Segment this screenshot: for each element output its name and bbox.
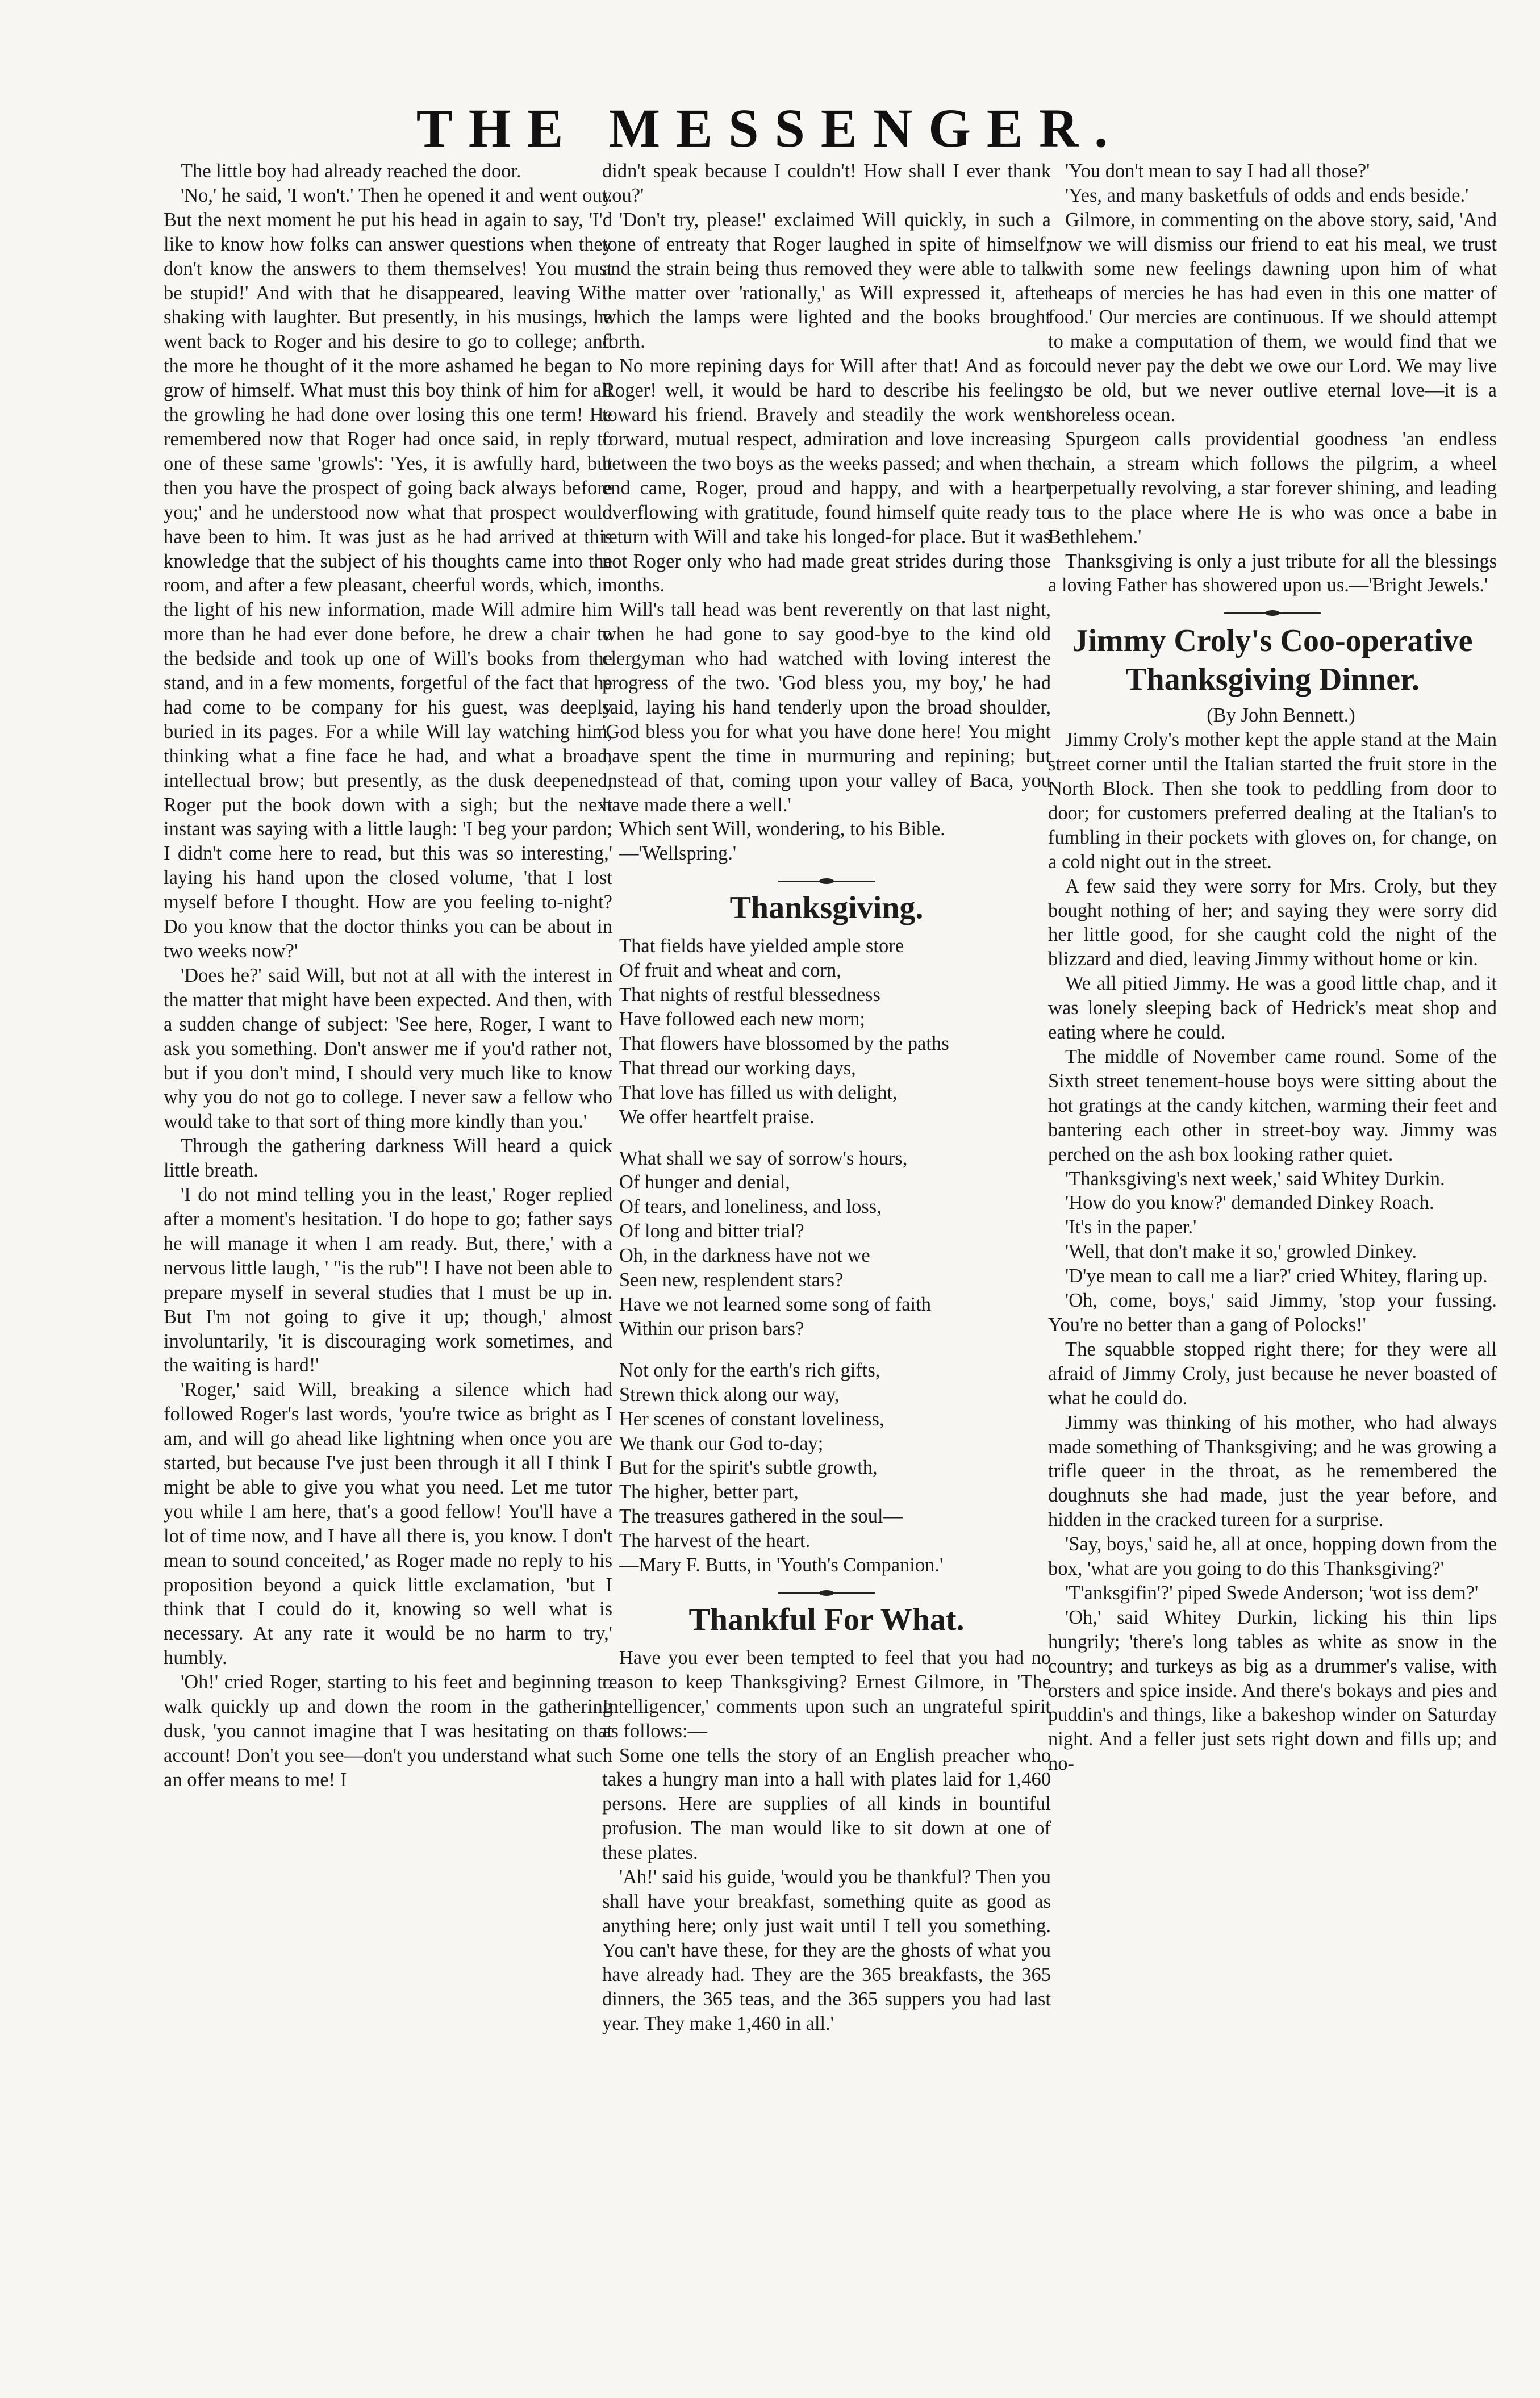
- paragraph: 'Does he?' said Will, but not at all with the interest in the matter that might have been expected. And then, with a sudden change of subject: 'See here, Roger, I want to ask you something. Don't answer me if you'd rather not, but if you don't mind, I should very much like to know why you do not go to college. I never saw a fellow who would take to that sort of thing more kindly than you.': [164, 964, 612, 1133]
- paragraph: 'How do you know?' demanded Dinkey Roach.: [1065, 1192, 1434, 1214]
- poem-line: Strewn thick along our way,: [619, 1383, 840, 1406]
- article-title-thanksgiving: Thanksgiving.: [729, 890, 924, 926]
- paragraph: 'You don't mean to say I had all those?': [1065, 160, 1370, 182]
- paragraph: 'Well, that don't make it so,' growled Dinkey.: [1065, 1241, 1417, 1263]
- paragraph: The little boy had already reached the door.: [181, 160, 521, 182]
- article-title-thankful: Thankful For What.: [688, 1602, 965, 1637]
- poem-line: That fields have yielded ample store: [619, 935, 904, 957]
- poem-line: We offer heartfelt praise.: [619, 1106, 815, 1128]
- paragraph: The squabble stopped right there; for they were all afraid of Jimmy Croly, just because he never boasted of what he could do.: [1048, 1338, 1497, 1409]
- poem-line: Of long and bitter trial?: [619, 1220, 804, 1242]
- paragraph: 'T'anksgifin'?' piped Swede Anderson; 'wot iss dem?': [1065, 1582, 1479, 1604]
- paragraph: Jimmy was thinking of his mother, who had always made something of Thanksgiving; and he was growing a trifle queer in the throat, as he remembered the doughnuts she had made, just the year before, and hidden in the cracked tureen for a surprise.: [1048, 1411, 1497, 1531]
- ornament-divider: [1224, 610, 1321, 616]
- paragraph: Have you ever been tempted to feel that you had no reason to keep Thanksgiving? Ernest Gilmore, in 'The Intelligencer,' comments upon such an ungrateful spirit as follows:—: [602, 1646, 1051, 1742]
- article-title-jimmy: Jimmy Croly's Coo-operative Thanksgiving Dinner.: [1072, 623, 1473, 698]
- poem-line: Seen new, resplendent stars?: [619, 1269, 844, 1291]
- paragraph: 'Oh,' said Whitey Durkin, licking his thin lips hungrily; 'there's long tables as white as snow in the country; and turkeys as big as a drummer's valise, with orsters and spice inside. And there's bokays and pies and puddin's and things, like a bakeshop winder on Saturday night. And a feller just sets right down and fills up; and no-: [1048, 1606, 1497, 1775]
- poem-line: The treasures gathered in the soul—: [619, 1505, 903, 1528]
- ornament-divider: [778, 878, 875, 884]
- poem-line: That flowers have blossomed by the paths: [619, 1032, 949, 1054]
- poem-line: Within our prison bars?: [619, 1317, 804, 1340]
- paragraph: Jimmy Croly's mother kept the apple stand at the Main street corner until the Italian started the fruit store in the North Block. Then she took to peddling from door to door; for customers preferred dealing at the Italian's to fumbling in their pockets with gloves on, for change, on a cold night out in the street.: [1048, 729, 1497, 873]
- paragraph: Through the gathering darkness Will heard a quick little breath.: [164, 1135, 612, 1182]
- poem-line: That thread our working days,: [619, 1057, 856, 1079]
- paragraph: 'Ah!' said his guide, 'would you be thankful? Then you shall have your breakfast, something quite as good as anything here; only just wait until I tell you something. You can't have these, for they are the ghosts of what you have already had. They are the 365 breakfasts, the 365 dinners, the 365 teas, and the 365 suppers you had last year. They make 1,460 in all.': [602, 1866, 1051, 2034]
- paragraph: 'Oh!' cried Roger, starting to his feet and beginning to walk quickly up and down the room in the gathering dusk, 'you cannot imagine that I was hesitating on that account! Don't you see—don't you understand what such an offer means to me! I: [164, 1671, 612, 1791]
- paragraph: Some one tells the story of an English preacher who takes a hungry man into a hall with plates laid for 1,460 persons. Here are supplies of all kinds in bountiful profusion. The man would like to sit down at one of these plates.: [602, 1744, 1051, 1864]
- poem-line: Oh, in the darkness have not we: [619, 1245, 870, 1267]
- poem-line: Of fruit and wheat and corn,: [619, 960, 841, 982]
- poem-line: We thank our God to-day;: [619, 1432, 824, 1454]
- paragraph: 'Say, boys,' said he, all at once, hopping down from the box, 'what are you going to do this Thanksgiving?': [1048, 1533, 1497, 1580]
- poem-line: But for the spirit's subtle growth,: [619, 1457, 878, 1479]
- paragraph: Gilmore, in commenting on the above story, said, 'And now we will dismiss our friend to eat his meal, we trust with some new feelings dawning upon him of what heaps of mercies he has had even in this one matter of food.' Our mercies are continuous. If we should attempt to make a computation of them, we would find that we could never pay the debt we owe our Lord. We may live to be old, but we never outlive eternal love—it is a shoreless ocean.: [1048, 208, 1497, 426]
- poem-line: Her scenes of constant loveliness,: [619, 1408, 884, 1430]
- poem-line: Of tears, and loneliness, and loss,: [619, 1196, 882, 1218]
- paragraph: 'Thanksgiving's next week,' said Whitey Durkin.: [1065, 1167, 1445, 1190]
- paragraph: Thanksgiving is only a just tribute for all the blessings a loving Father has showered upon us.—'Bright Jewels.': [1048, 550, 1497, 597]
- paragraph: Which sent Will, wondering, to his Bible.: [619, 818, 945, 840]
- paragraph: didn't speak because I couldn't! How shall I ever thank you?': [602, 160, 1051, 206]
- poem-thanksgiving: [619, 934, 1051, 1578]
- paragraph: 'Yes, and many basketfuls of odds and ends beside.': [1065, 184, 1469, 206]
- paragraph: 'Oh, come, boys,' said Jimmy, 'stop your fussing. You're no better than a gang of Polocks!': [1048, 1290, 1497, 1336]
- poem-line: Have we not learned some song of faith: [619, 1293, 931, 1315]
- paragraph: 'D'ye mean to call me a liar?' cried Whitey, flaring up.: [1065, 1265, 1488, 1287]
- masthead-title: THE MESSENGER.: [416, 98, 1124, 159]
- paragraph: The middle of November came round. Some of the Sixth street tenement-house boys were sitting about the hot gratings at the candy kitchen, warming their feet and bantering each other in street-boy way. Jimmy was perched on the ash box looking rather quiet.: [1048, 1046, 1497, 1165]
- source-credit: —'Wellspring.': [619, 843, 737, 865]
- paragraph: 'I do not mind telling you in the least,' Roger replied after a moment's hesitation. 'I do hope to go; father says he will manage it when I am ready. But, there,' with a nervous little laugh, ' "is the rub"! I have not been able to prepare myself in several studies that I must be up in. But I'm not going to give it up; though,' almost involuntarily, 'it is discouraging work sometimes, and the waiting is hard!': [164, 1184, 612, 1377]
- poem-line: Have followed each new morn;: [619, 1008, 866, 1030]
- poem-line: Of hunger and denial,: [619, 1171, 790, 1194]
- column-2: [602, 159, 1051, 2036]
- paragraph: 'It's in the paper.': [1065, 1216, 1197, 1238]
- byline: (By John Bennett.): [1207, 704, 1355, 727]
- paragraph: Will's tall head was bent reverently on that last night, when he had gone to say good-bye to the kind old clergyman who had watched with loving interest the progress of the two. 'God bless you, my boy,' he had said, laying his hand tenderly upon the broad shoulder, 'God bless you for what you have done here! You might have spent the time in murmuring and repining; but instead of that, coming upon your valley of Baca, you have made there a well.': [602, 599, 1051, 816]
- poem-attribution: —Mary F. Butts, in 'Youth's Companion.': [619, 1554, 944, 1577]
- poem-line: The higher, better part,: [619, 1481, 799, 1503]
- paragraph: No more repining days for Will after that! And as for Roger! well, it would be hard to describe his feelings toward his friend. Bravely and steadily the work went forward, mutual respect, admiration and love increasing between the two boys as the weeks passed; and when the end came, Roger, proud and happy, and with a heart overflowing with gratitude, found himself quite ready to return with Will and take his longed-for place. But it was not Roger only who had made great strides during those months.: [602, 355, 1051, 597]
- poem-line: That love has filled us with delight,: [619, 1081, 898, 1103]
- paragraph: Spurgeon calls providential goodness 'an endless chain, a stream which follows the pilgrim, a wheel perpetually revolving, a star forever shining, and leading us to the place where He is who was once a babe in Bethlehem.': [1048, 428, 1497, 548]
- paragraph: 'No,' he said, 'I won't.' Then he opened it and went out. But the next moment he put his head in again to say, 'I'd like to know how folks can answer questions when they don't know the answers to them themselves! You must be stupid!' And with that he disappeared, leaving Will shaking with laughter. But presently, in his musings, he went back to Roger and his desire to go to college; and the more he thought of it the more ashamed he began to grow of himself. What must this boy think of him for all the growling he had done over losing this one term! He remembered now that Roger had once said, in reply to one of these same 'growls': 'Yes, it is awfully hard, but then you have the prospect of going back always before you;' and he understood now what that prospect would have been to him. It was just as he had arrived at this knowledge that the subject of his thoughts came into the room, and after a few pleasant, cheerful words, which, in the light of his new information, made Will admire him more than he had ever done before, he drew a chair to the bedside and took up one of Will's books from the stand, and in a few moments, forgetful of the fact that he had come to be company for his guest, was deeply buried in its pages. For a while Will lay watching him, thinking what a fine face he had, and what a broad, intellectual brow; but presently, as the dusk deepened, Roger put the book down with a sigh; but the next instant was saying with a little laugh: 'I beg your pardon; I didn't come here to read, but this was so interesting,' laying his hand upon the closed volume, 'that I lost myself before I thought. How are you feeling to-night? Do you know that the doctor thinks you can be about in two weeks now?': [164, 184, 612, 962]
- ornament-divider: [778, 1590, 875, 1596]
- column-3: [1048, 159, 1497, 1776]
- paragraph: 'Don't try, please!' exclaimed Will quickly, in such a tone of entreaty that Roger laughed in spite of himself; and the strain being thus removed they were able to talk the matter over 'rationally,' as Will expressed it, after which the lamps were lighted and the books brought forth.: [602, 208, 1051, 353]
- paragraph: 'Roger,' said Will, breaking a silence which had followed Roger's last words, 'you're twice as bright as I am, and will go ahead like lightning when once you are started, but because I've just been through it all I think I might be able to give you what you need. Let me tutor you while I am here, that's a good fellow! You'll have a lot of time now, and I have all there is, you know. I don't mean to sound conceited,' as Roger made no reply to his proposition beyond a quick little exclamation, 'but I think that I could do it, knowing so well what is necessary. At any rate it would be no harm to try,' humbly.: [164, 1379, 612, 1669]
- poem-line: That nights of restful blessedness: [619, 984, 880, 1006]
- poem-line: Not only for the earth's rich gifts,: [619, 1359, 880, 1381]
- paragraph: We all pitied Jimmy. He was a good little chap, and it was lonely sleeping back of Hedrick's meat shop and eating where he could.: [1048, 973, 1497, 1044]
- column-1: [164, 159, 612, 1792]
- poem-line: What shall we say of sorrow's hours,: [619, 1147, 908, 1169]
- poem-line: The harvest of the heart.: [619, 1530, 811, 1552]
- paragraph: A few said they were sorry for Mrs. Croly, but they bought nothing of her; and saying they were sorry did her little good, for she caught cold the night of the blizzard and died, leaving Jimmy without home or kin.: [1048, 875, 1497, 970]
